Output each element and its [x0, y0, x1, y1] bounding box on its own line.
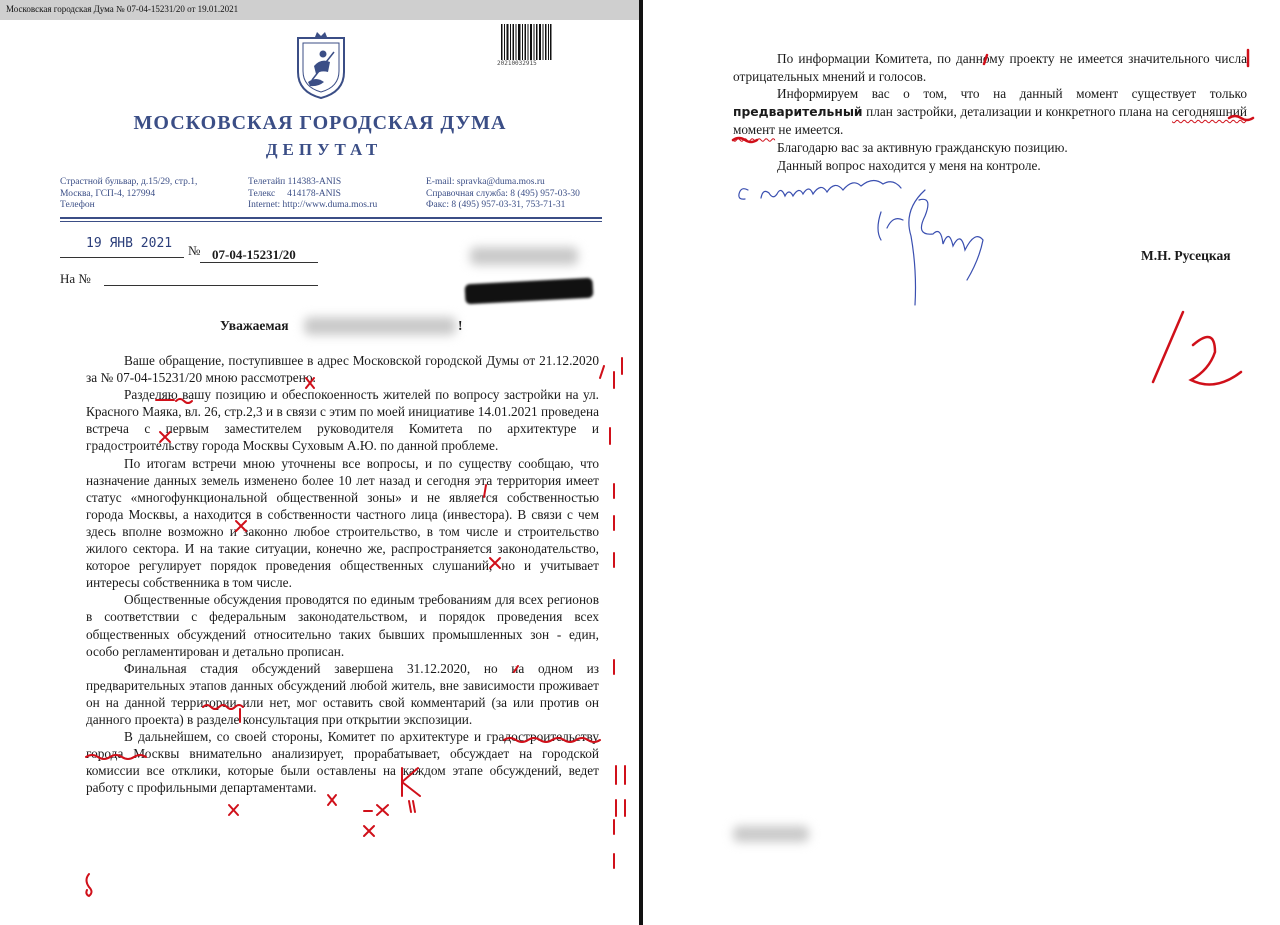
paragraph-3: По итогам встречи мною уточнены все вопросы, и по существу сообщаю, что назначение данных земель изменено более 10 лет назад и сегодня эта территория имеет статус «многофункциональной общественной зоны» и не является собственностью города Москвы, а находится в собственности частного лица (инвестора). В связи с чем здесь вполне возможно и законно любое строительство, в том числе и строительство жилого сектора. И на такие ситуации, конечно же, распространяется законодательство, которое регулирует порядок проведения общественных слушаний, но и учитывает интересы собственника в том числе. [86, 455, 599, 591]
signer-name: М.Н. Русецкая [1141, 248, 1231, 263]
greeting: Уважаемая [220, 318, 289, 333]
paragraph-2: Разделяю вашу позицию и обеспокоенность жителей по вопросу застройки на ул. Красного Маяка, вл. 26, стр.2,3 и в связи с этим по моей инициативе 14.01.2021 проведена встреча с первым заместителем руководителя Комитета по архитектуре и градостроительству города Москвы Суховым А.Ю. по данной проблеме. [86, 387, 599, 454]
number-label: № [188, 243, 201, 258]
recipient-blurred [470, 247, 578, 265]
p2-end: не имеется. [778, 122, 844, 138]
p2-start: Информируем вас о том, что на данный момент существует только [777, 86, 1247, 102]
right-paragraph-2 [733, 85, 1247, 139]
right-paragraph-1: По информации Комитета, по данному проекту не имеется значительного числа отрицательных мнений и голосов. [733, 51, 1247, 84]
document-number: 07-04-15231/20 [212, 247, 296, 262]
barcode-icon [500, 24, 552, 60]
reference-underline [104, 285, 318, 286]
paragraph-6: В дальнейшем, со своей стороны, Комитет по архитектуре и градостроительству города Москвы внимательно анализирует, прорабатывает, обсуждает на городской комиссии все отклики, которые были оставлены на каждом этапе обсуждений, ведет работу с профильными департаментами. [86, 729, 599, 796]
p2-underlined: сегодняшний момент [733, 103, 1247, 138]
letter-page-2 [643, 0, 1280, 925]
p2-bold-word: предварительный [733, 104, 863, 119]
paragraph-5: Финальная стадия обсуждений завершена 31.12.2020, но на одном из предварительных этапов данных обсуждений любой житель, вне зависимости проживает он на данной территории или нет, мог оставить свой комментарий (за или против он данного проекта) в разделе консультация при открытии экспозиции. [86, 660, 599, 727]
org-name: МОСКОВСКАЯ ГОРОДСКАЯ ДУМА [133, 112, 507, 134]
recipient-name-blurred [304, 317, 456, 335]
contact-telex: Телетайп 114383-ANIS Телекс 414178-ANIS Internet: http://www.duma.mos.ru [248, 177, 378, 210]
date-stamp: 19 ЯНВ 2021 [86, 236, 173, 251]
right-paragraph-4: Данный вопрос находится у меня на контроле. [777, 157, 1041, 173]
registration-header-bar: Московская городская Дума № 07-04-15231/20 от 19.01.2021 [0, 0, 640, 20]
right-paragraph-3: Благодарю вас за активную гражданскую позицию. [777, 139, 1068, 155]
date-underline [60, 257, 184, 258]
barcode-number: 20210032915 [497, 60, 537, 67]
letter-body-continued [733, 50, 1247, 174]
contact-address: Страстной бульвар, д.15/29, стр.1, Москва, ГСП-4, 127994 Телефон [60, 177, 198, 210]
letter-body [86, 352, 599, 796]
greeting-exclamation: ! [458, 318, 463, 333]
paragraph-1: Ваше обращение, поступившее в адрес Московской городской Думы от 21.12.2020 за № 07-04-15231/20 мною рассмотрено. [86, 353, 599, 386]
letterhead-rule-thin [60, 221, 602, 222]
paragraph-4: Общественные обсуждения проводятся по единым требованиям для всех регионов в соответствии с федеральным законодательством, и порядок проведения всех общественных обсуждений относительно таких бывших промышленных зон - един, особо регламентирован и детально прописан. [86, 592, 599, 659]
moscow-coat-of-arms-icon [294, 32, 348, 100]
recipient-redaction [465, 278, 594, 305]
reference-label: На № [60, 271, 91, 286]
number-underline [200, 262, 318, 263]
footer-blurred-text [733, 826, 809, 842]
org-role: ДЕПУТАТ [265, 140, 383, 159]
contact-email: E-mail: spravka@duma.mos.ru Справочная служба: 8 (495) 957-03-30 Факс: 8 (495) 957-03-31, 753-71-31 [426, 177, 580, 210]
p2-mid: план застройки, детализации и конкретного плана на [866, 103, 1169, 119]
letterhead-rule [60, 217, 602, 219]
